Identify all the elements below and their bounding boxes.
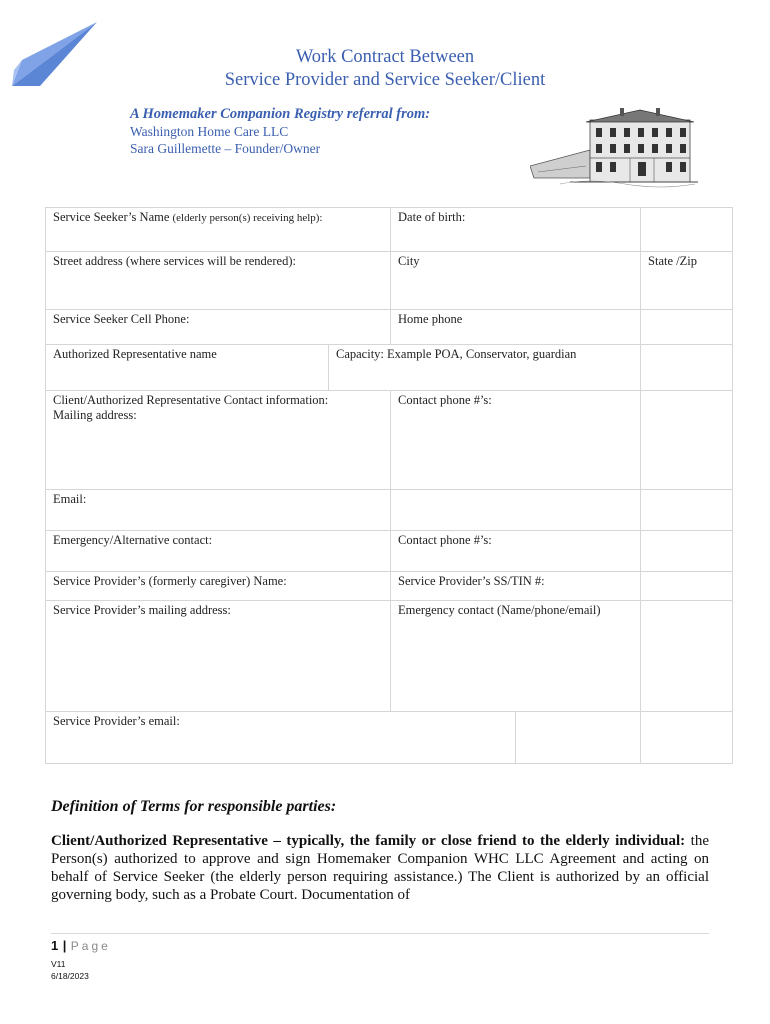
provider-mailing-label: Service Provider’s mailing address: xyxy=(53,603,231,617)
definitions-paragraph xyxy=(51,832,709,904)
contact-phones-field[interactable] xyxy=(391,391,641,490)
page-separator: | xyxy=(62,938,67,953)
street-field[interactable] xyxy=(46,252,391,310)
city-label: City xyxy=(398,254,420,268)
email-label: Email: xyxy=(53,492,87,506)
definition-body: the Person(s) authorized to approve and sign Homemaker Companion WHC LLC Agreement and acting on behalf of Service Seeker (the elderly person requiring assistance.) The Client is authorized by an official governing body, such as a Probate Court. Documentation of xyxy=(51,833,709,903)
state-zip-field[interactable] xyxy=(641,252,733,310)
contract-form-table xyxy=(45,207,733,764)
capacity-extra-cell[interactable] xyxy=(641,345,733,391)
version-label: V11 xyxy=(51,959,66,969)
cell-phone-label: Service Seeker Cell Phone: xyxy=(53,312,190,326)
home-phone-field[interactable] xyxy=(391,310,641,345)
dob-extra-cell[interactable] xyxy=(641,208,733,252)
email-extra-cell-2[interactable] xyxy=(641,490,733,531)
provider-email-extra-cell-2[interactable] xyxy=(641,712,733,764)
auth-rep-label: Authorized Representative name xyxy=(53,347,217,361)
contact-extra-cell[interactable] xyxy=(641,391,733,490)
definition-term: Client/Authorized Representative – typically, the family or close friend to the elderly individual: xyxy=(51,833,686,849)
provider-emergency-label: Emergency contact (Name/phone/email) xyxy=(398,603,601,617)
page-footer xyxy=(51,937,111,982)
contact-info-label: Client/Authorized Representative Contact information: xyxy=(53,393,329,407)
cell-phone-field[interactable] xyxy=(46,310,391,345)
provider-ssn-label: Service Provider’s SS/TIN #: xyxy=(398,574,545,588)
seeker-name-label: Service Seeker’s Name xyxy=(53,210,173,224)
dob-field[interactable] xyxy=(391,208,641,252)
provider-ssn-extra-cell[interactable] xyxy=(641,572,733,601)
version-date: 6/18/2023 xyxy=(51,971,89,981)
street-label: Street address (where services will be rendered): xyxy=(53,254,296,268)
capacity-label: Capacity: Example POA, Conservator, guardian xyxy=(336,347,577,361)
provider-email-extra-cell[interactable] xyxy=(516,712,641,764)
contact-phones-label: Contact phone #’s: xyxy=(398,393,492,407)
state-zip-label: State /Zip xyxy=(648,254,697,268)
email-extra-cell[interactable] xyxy=(391,490,641,531)
auth-rep-field[interactable] xyxy=(46,345,329,391)
emergency-alt-label: Emergency/Alternative contact: xyxy=(53,533,213,547)
owner-name: Sara Guillemette – Founder/Owner xyxy=(130,141,321,156)
provider-name-label: Service Provider’s (formerly caregiver) Name: xyxy=(53,574,287,588)
contact-info-field[interactable] xyxy=(46,391,391,490)
company-name: Washington Home Care LLC xyxy=(130,124,289,139)
home-phone-label: Home phone xyxy=(398,312,463,326)
page-number: 1 xyxy=(51,938,59,953)
emergency-extra-cell[interactable] xyxy=(641,531,733,572)
capacity-field[interactable] xyxy=(329,345,641,391)
registry-tagline: A Homemaker Companion Registry referral from: xyxy=(130,106,431,122)
dob-label: Date of birth: xyxy=(398,210,466,224)
provider-name-field[interactable] xyxy=(46,572,391,601)
emergency-phones-field[interactable] xyxy=(391,531,641,572)
emergency-phones-label: Contact phone #’s: xyxy=(398,533,492,547)
document-title xyxy=(0,46,770,92)
footer-divider xyxy=(51,933,709,934)
provider-ssn-field[interactable] xyxy=(391,572,641,601)
provider-emergency-field[interactable] xyxy=(391,601,641,712)
seeker-name-field[interactable] xyxy=(46,208,391,252)
provider-mailing-field[interactable] xyxy=(46,601,391,712)
provider-email-field[interactable] xyxy=(46,712,516,764)
email-field[interactable] xyxy=(46,490,391,531)
mailing-label: Mailing address: xyxy=(53,408,137,422)
definitions-heading: Definition of Terms for responsible parties: xyxy=(51,798,337,815)
page-word: Page xyxy=(70,939,111,953)
title-line-2: Service Provider and Service Seeker/Client xyxy=(224,70,546,90)
seeker-name-note: (elderly person(s) receiving help): xyxy=(172,212,323,224)
house-illustration xyxy=(530,108,700,188)
emergency-alt-field[interactable] xyxy=(46,531,391,572)
title-line-1: Work Contract Between xyxy=(295,47,475,67)
company-block xyxy=(130,123,320,157)
home-phone-extra-cell[interactable] xyxy=(641,310,733,345)
provider-email-label: Service Provider’s email: xyxy=(53,714,180,728)
provider-emergency-extra-cell[interactable] xyxy=(641,601,733,712)
city-field[interactable] xyxy=(391,252,641,310)
